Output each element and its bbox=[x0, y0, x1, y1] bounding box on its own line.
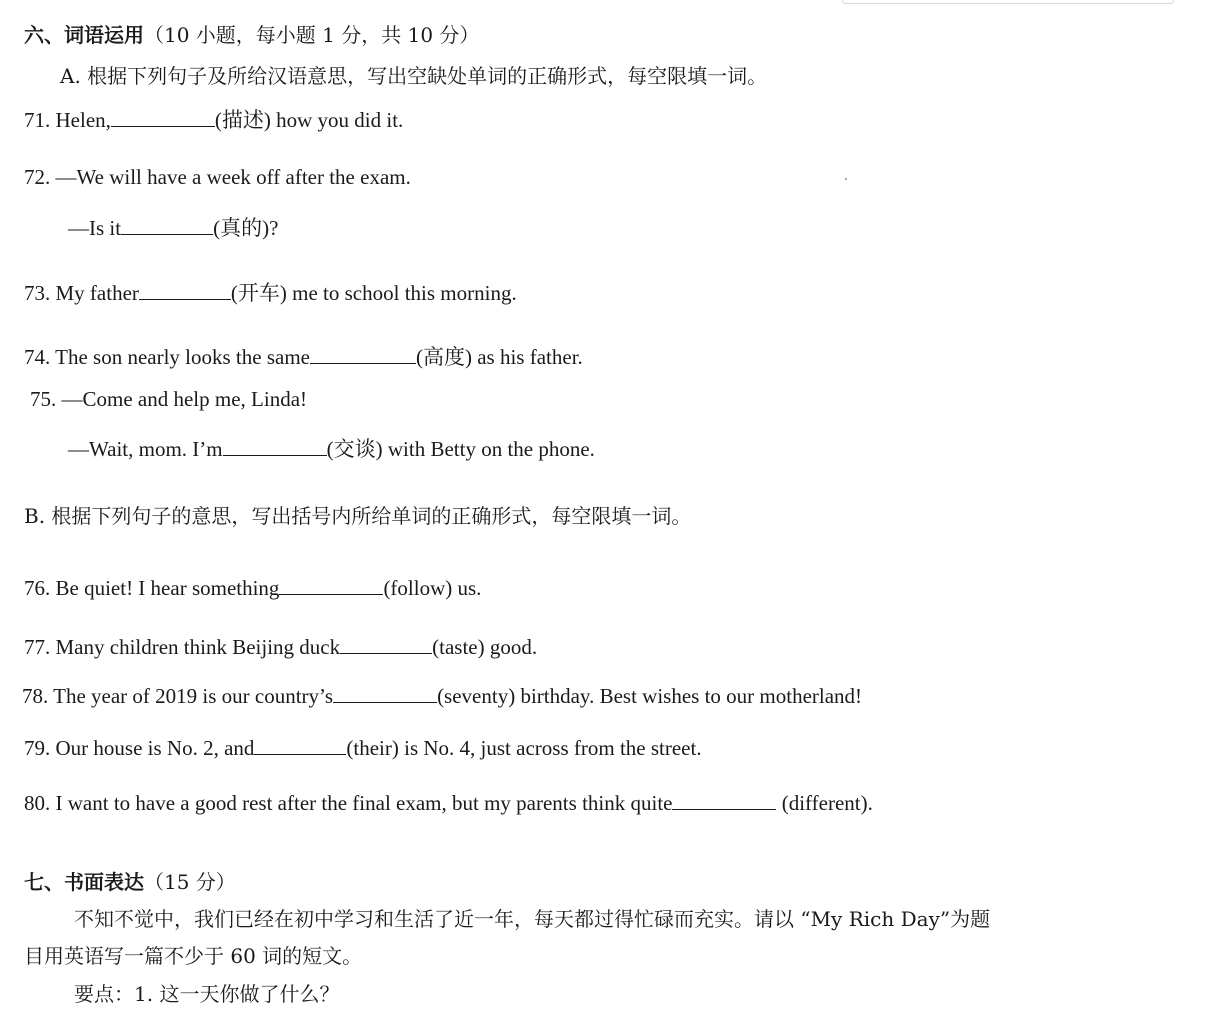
q78-blank[interactable] bbox=[333, 684, 437, 703]
q76-text-after: (follow) us. bbox=[383, 576, 482, 600]
q72-blank[interactable] bbox=[121, 216, 213, 235]
q74-text-after: (高度) as his father. bbox=[415, 345, 583, 369]
question-73 bbox=[24, 280, 517, 306]
q79-blank[interactable] bbox=[254, 736, 346, 755]
question-75-response bbox=[68, 436, 595, 462]
section-7-title: 七、书面表达 bbox=[24, 870, 144, 894]
section-6-info: （10 小题，每小题 1 分，共 10 分） bbox=[144, 23, 480, 47]
question-77 bbox=[24, 634, 537, 660]
q78-text-after: (seventy) birthday. Best wishes to our motherland! bbox=[437, 684, 863, 708]
q77-text-after: (taste) good. bbox=[432, 635, 538, 659]
q79-text-before: 79. Our house is No. 2, and bbox=[24, 736, 255, 760]
q71-blank[interactable] bbox=[111, 108, 215, 127]
question-75-prompt: 75. —Come and help me, Linda! bbox=[30, 387, 308, 411]
top-frame-edge bbox=[842, 0, 1174, 4]
q79-text-after: (their) is No. 4, just across from the street. bbox=[346, 736, 702, 760]
question-76 bbox=[24, 575, 481, 601]
question-72-prompt: 72. —We will have a week off after the exam. bbox=[24, 165, 411, 189]
q72-text-after: (真的)? bbox=[213, 216, 279, 240]
q75-blank[interactable] bbox=[223, 437, 327, 456]
q76-blank[interactable] bbox=[279, 576, 383, 595]
writing-key-points: 要点：1. 这一天你做了什么？ bbox=[74, 982, 340, 1006]
q75-text-after: (交谈) with Betty on the phone. bbox=[326, 437, 595, 461]
q73-blank[interactable] bbox=[139, 281, 231, 300]
q73-text-before: 73. My father bbox=[24, 281, 139, 305]
question-79 bbox=[24, 735, 702, 761]
q74-blank[interactable] bbox=[310, 345, 416, 364]
writing-prompt-line-2: 目用英语写一篇不少于 60 词的短文。 bbox=[24, 944, 363, 968]
q75-text-before: —Wait, mom. I’m bbox=[68, 437, 223, 461]
q73-text-after: (开车) me to school this morning. bbox=[230, 281, 517, 305]
q80-text-before: 80. I want to have a good rest after the final exam, but my parents think quite bbox=[24, 791, 673, 815]
question-72-response bbox=[68, 215, 278, 241]
question-74 bbox=[24, 344, 583, 370]
question-71 bbox=[24, 107, 403, 133]
part-a-instruction: A. 根据下列句子及所给汉语意思，写出空缺处单词的正确形式，每空限填一词。 bbox=[60, 64, 768, 88]
q71-text-after: (描述) how you did it. bbox=[214, 108, 404, 132]
stray-dot bbox=[845, 178, 847, 180]
section-6-heading bbox=[24, 22, 479, 48]
q76-text-before: 76. Be quiet! I hear something bbox=[24, 576, 280, 600]
question-78 bbox=[22, 683, 862, 709]
section-7-info: （15 分） bbox=[144, 870, 236, 894]
q74-text-before: 74. The son nearly looks the same bbox=[24, 345, 310, 369]
q80-text-after: (different). bbox=[776, 791, 873, 815]
q72-text-before: —Is it bbox=[68, 216, 122, 240]
q77-text-before: 77. Many children think Beijing duck bbox=[24, 635, 341, 659]
section-6-title: 六、词语运用 bbox=[24, 23, 144, 47]
q77-blank[interactable] bbox=[340, 635, 432, 654]
q80-blank[interactable] bbox=[672, 791, 776, 810]
question-80 bbox=[24, 790, 873, 816]
q78-text-before: 78. The year of 2019 is our country’s bbox=[22, 684, 334, 708]
writing-prompt-line-1: 不知不觉中，我们已经在初中学习和生活了近一年，每天都过得忙碌而充实。请以 “My Rich Day”为题 bbox=[74, 907, 991, 931]
section-7-heading bbox=[24, 869, 236, 895]
part-b-instruction: B. 根据下列句子的意思，写出括号内所给单词的正确形式，每空限填一词。 bbox=[24, 504, 692, 528]
q71-text-before: 71. Helen, bbox=[24, 108, 111, 132]
